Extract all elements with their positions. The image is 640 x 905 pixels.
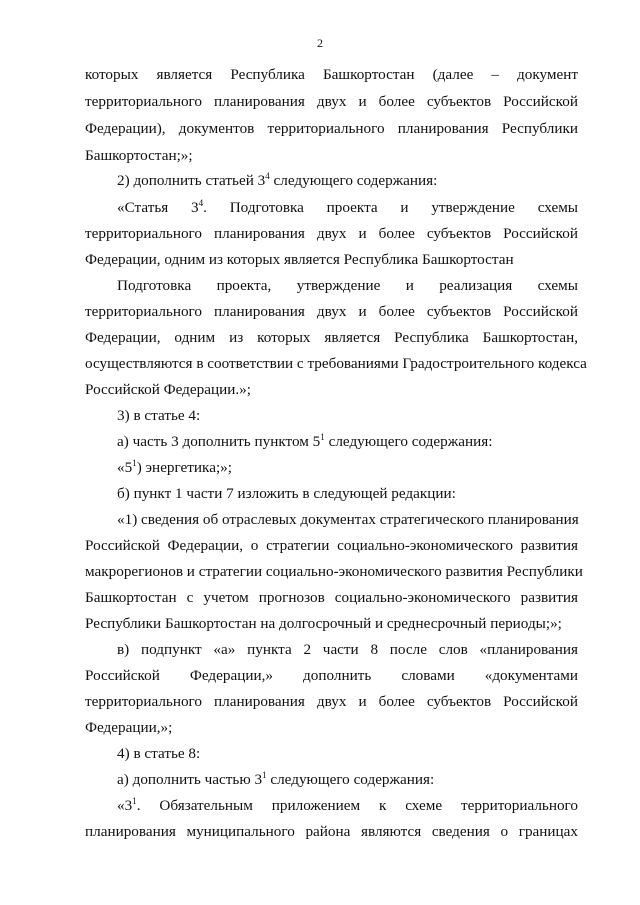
text-fragment: . Обязательным приложением к схеме территориального [136,797,578,814]
text-fragment: «5 [117,459,133,476]
superscript: 1 [132,796,137,806]
superscript: 1 [262,770,267,780]
text-line: Башкортостан;»; [85,147,193,164]
text-fragment: «3 [117,797,133,814]
text-line: Федерации), документов территориального планирования Республики [85,120,578,137]
text-line: которых является Республика Башкортостан (далее – документ [85,66,578,83]
superscript: 4 [198,198,204,208]
text-fragment: «Статья 3 [117,199,199,216]
text-line: планирования муниципального района являются сведения о границах [85,823,578,840]
text-line [117,172,437,191]
text-fragment: следующего содержания: [269,172,438,189]
text-line: Подготовка проекта, утверждение и реализация схемы [117,277,578,294]
text-line: 3) в статье 4: [117,407,201,424]
article-heading [117,199,578,218]
text-fragment: следующего содержания: [266,771,435,788]
text-line: Федерации, одним из которых является Республика Башкортостан [85,251,514,268]
text-line: территориального планирования двух и более субъектов Российской [85,93,578,110]
text-fragment: ) энергетика;»; [136,459,232,476]
text-fragment: следующего содержания: [324,433,493,450]
text-line: «1) сведения об отраслевых документах стратегического планирования [117,511,579,528]
text-line: территориального планирования двух и более субъектов Российской [85,225,578,242]
text-line [117,797,578,816]
text-fragment: а) часть 3 дополнить пунктом 5 [117,433,321,450]
text-line: Федерации,»; [85,719,173,736]
text-line: Российской Федерации,» дополнить словами «документами [85,667,578,684]
text-line: осуществляются в соответствии с требованиями Градостроительного кодекса [85,355,587,372]
text-line: в) подпункт «а» пункта 2 части 8 после слов «планирования [117,641,578,658]
text-line: Федерации, одним из которых является Республика Башкортостан, [85,329,578,346]
text-fragment: . Подготовка проекта и утверждение схемы [203,199,579,216]
text-fragment: а) дополнить частью 3 [117,771,263,788]
text-line: макрорегионов и стратегии социально-экономического развития Республики [85,563,583,580]
text-line [117,459,232,478]
text-line [117,771,434,790]
text-line: территориального планирования двух и более субъектов Российской [85,693,578,710]
text-line: Российской Федерации.»; [85,381,251,398]
text-line: Российской Федерации, о стратегии социально-экономического развития [85,537,578,554]
text-line [117,433,492,452]
text-line: Республики Башкортостан на долгосрочный и среднесрочный периоды;»; [85,615,562,632]
text-fragment: 2) дополнить статьей 3 [117,172,266,189]
superscript: 4 [265,171,270,181]
page-number: 2 [317,36,323,50]
text-line: территориального планирования двух и более субъектов Российской [85,303,578,320]
text-line: Башкортостан с учетом прогнозов социально-экономического развития [85,589,578,606]
superscript: 1 [320,432,325,442]
text-line: 4) в статье 8: [117,745,201,762]
superscript: 1 [132,458,137,468]
text-line: б) пункт 1 части 7 изложить в следующей редакции: [117,485,456,502]
